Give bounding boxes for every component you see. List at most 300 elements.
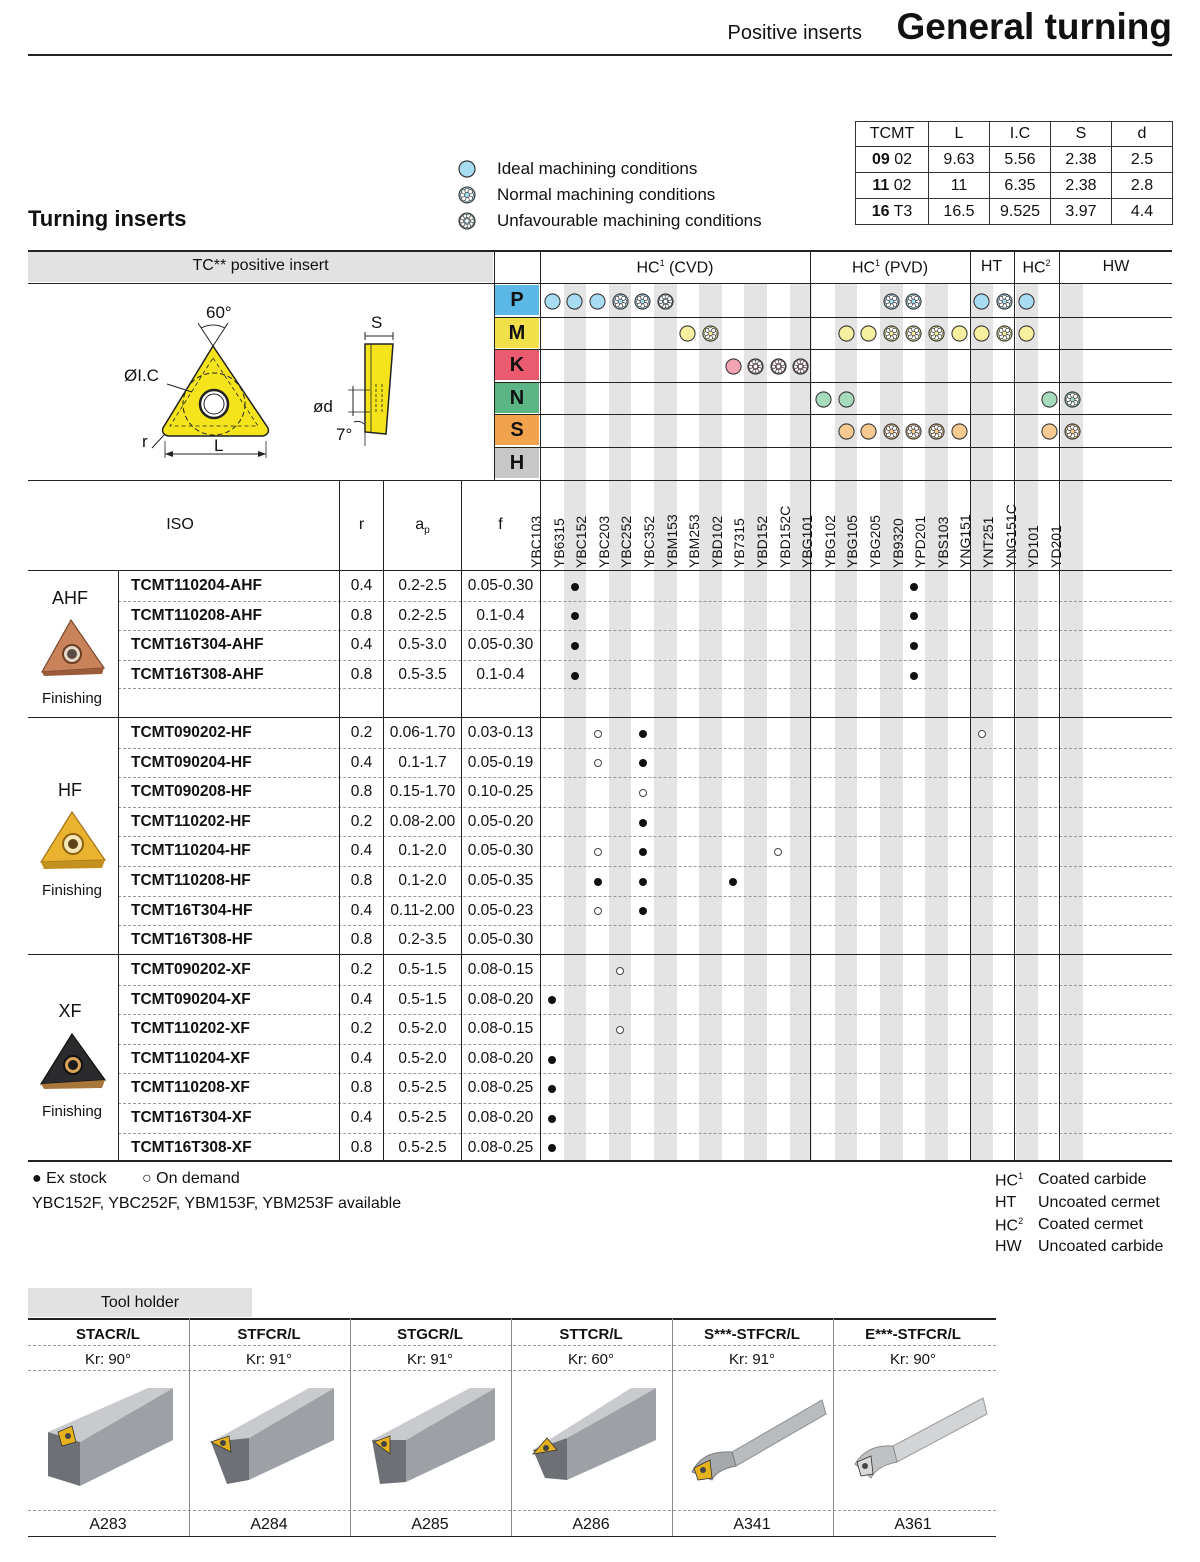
material-k[interactable]: K — [495, 350, 539, 380]
grade-code: YD201 — [1047, 525, 1064, 568]
chipbreaker-use: Finishing — [41, 882, 103, 899]
depth-of-cut: 0.1-1.7 — [398, 753, 447, 771]
condition-ideal-icon — [973, 293, 990, 310]
grade-code: YBD152C — [776, 505, 793, 568]
size-code-bold: 16 — [871, 202, 890, 220]
ic-label: ØI.C — [124, 366, 159, 385]
tool-holder-rule — [28, 1318, 996, 1320]
nose-radius: 0.8 — [350, 1138, 373, 1156]
holder-divider — [672, 1318, 673, 1536]
e-stfcr-boring-bar-image[interactable] — [833, 1380, 993, 1508]
condition-ideal-icon — [860, 325, 877, 342]
ex-stock-mark — [639, 730, 647, 738]
group-sup: 2 — [1045, 258, 1051, 268]
ex-stock-mark — [910, 642, 918, 650]
condition-normal-icon — [905, 423, 922, 440]
size-code-rest: T3 — [889, 202, 913, 220]
feed-rate: 0.05-0.19 — [467, 753, 534, 771]
nose-radius: 0.4 — [350, 636, 373, 654]
table-top-rule — [28, 250, 1172, 252]
iso-header: ISO — [166, 516, 194, 533]
legend-label: Normal machining conditions — [497, 185, 716, 204]
condition-normal-icon — [702, 325, 719, 342]
legend-label: Ideal machining conditions — [497, 159, 698, 178]
condition-normal-icon — [883, 293, 900, 310]
grade-code: YNG151C — [1002, 504, 1019, 568]
ex-stock-mark — [910, 583, 918, 591]
iso-code: TCMT16T308-AHF — [131, 665, 264, 683]
nose-radius: 0.4 — [350, 1109, 373, 1126]
ex-stock-legend — [32, 1170, 107, 1188]
material-row-rule — [494, 447, 1172, 448]
size-code-bold: 09 — [871, 150, 890, 168]
group-divider — [1059, 250, 1060, 1160]
column-rule — [383, 480, 384, 1160]
grade-type-code-text: HC — [995, 1217, 1019, 1235]
iso-code: TCMT110202-XF — [131, 1020, 250, 1038]
grade-type-desc: Uncoated carbide — [1038, 1238, 1164, 1255]
grade-type-code — [995, 1216, 1023, 1235]
holder-kr: Kr: 90° — [84, 1351, 132, 1368]
holder-page-link[interactable]: A284 — [250, 1516, 288, 1533]
group-sup: 1 — [875, 258, 881, 268]
column-header-rule — [28, 480, 1172, 481]
material-p[interactable]: P — [495, 285, 539, 315]
iso-code: TCMT090202-HF — [131, 724, 252, 741]
group-code: HC — [1022, 259, 1046, 277]
holder-page-link[interactable]: A286 — [572, 1516, 610, 1533]
holder-page-link[interactable]: A285 — [411, 1516, 449, 1533]
table-bottom-rule — [28, 1160, 1172, 1162]
insert-header-rule — [28, 283, 494, 284]
condition-unfavourable-icon — [792, 358, 809, 375]
on-demand-mark — [594, 907, 602, 915]
nose-radius: 0.8 — [350, 931, 373, 949]
insert-header: TC** positive insert — [192, 257, 329, 274]
hole-diameter-label: ød — [313, 397, 333, 416]
ex-stock-mark — [910, 672, 918, 680]
chipbreaker-use: Finishing — [41, 1103, 103, 1120]
material-row-rule — [494, 382, 1172, 383]
ap-header — [384, 516, 461, 536]
on-demand-legend — [142, 1170, 240, 1188]
iso-code: TCMT16T308-HF — [131, 931, 253, 949]
legend-label: Unfavourable machining conditions — [497, 211, 762, 230]
table-row[interactable] — [0, 571, 1172, 601]
depth-of-cut: 0.5-2.5 — [398, 1079, 447, 1097]
grade-type-desc: Uncoated cermet — [1038, 1194, 1160, 1211]
condition-normal-icon — [905, 325, 922, 342]
table-row[interactable] — [0, 836, 1172, 866]
normal-icon — [458, 186, 476, 204]
header-cell: TCMT — [856, 122, 929, 147]
feed-rate: 0.08-0.15 — [467, 961, 534, 978]
tool-holder-rule — [28, 1370, 996, 1371]
ex-stock-mark — [594, 878, 602, 886]
depth-of-cut: 0.5-1.5 — [398, 961, 447, 978]
grade-header — [1047, 488, 1083, 568]
grade-code: YB9320 — [889, 518, 906, 568]
table-row — [856, 173, 1173, 199]
condition-ideal-icon — [544, 293, 561, 310]
grade-type-code-text: HW — [995, 1238, 1022, 1255]
group-sup: 1 — [659, 258, 665, 268]
iso-code: TCMT16T304-HF — [131, 901, 253, 919]
nose-radius: 0.8 — [350, 606, 373, 624]
condition-ideal-icon — [679, 325, 696, 342]
table-row[interactable] — [0, 630, 1172, 660]
table-row[interactable] — [0, 601, 1172, 631]
nose-radius: 0.4 — [350, 901, 373, 919]
section-subtitle: Positive inserts — [727, 22, 862, 44]
table-row[interactable] — [0, 985, 1172, 1015]
holder-divider — [833, 1318, 834, 1536]
condition-ideal-icon — [951, 325, 968, 342]
depth-of-cut: 0.5-1.5 — [398, 990, 447, 1008]
grade-code: YB7315 — [731, 518, 748, 568]
cell-l: 16.5 — [929, 199, 990, 225]
cell-d: 4.4 — [1112, 199, 1173, 225]
chipbreaker-name: AHF — [52, 588, 88, 608]
group-ht — [970, 258, 1013, 276]
holder-kr: Kr: 60° — [567, 1351, 615, 1368]
group-suffix: (PVD) — [880, 259, 929, 277]
feed-rate: 0.08-0.15 — [467, 1020, 534, 1038]
size-code — [856, 199, 929, 225]
group-divider — [1014, 250, 1015, 1160]
header-cell: S — [1051, 122, 1112, 147]
feed-rate: 0.05-0.30 — [467, 931, 534, 949]
depth-of-cut: 0.5-2.0 — [398, 1020, 447, 1038]
condition-ideal-icon — [838, 423, 855, 440]
page-title: General turning — [896, 6, 1172, 47]
holder-name: STFCR/L — [237, 1326, 301, 1343]
group-code: HC — [636, 259, 660, 277]
nose-radius: 0.2 — [350, 724, 373, 741]
condition-ideal-icon — [1041, 391, 1058, 408]
ex-stock-mark — [639, 878, 647, 886]
feed-rate: 0.03-0.13 — [467, 724, 534, 741]
table-row[interactable] — [0, 1014, 1172, 1044]
condition-ideal-icon — [566, 293, 583, 310]
iso-code: TCMT110204-AHF — [131, 577, 262, 594]
grade-area-divider — [540, 250, 541, 1160]
depth-of-cut: 0.1-2.0 — [398, 842, 447, 860]
grade-code: YNT251 — [980, 516, 996, 568]
grade-code: YBD102 — [708, 515, 725, 568]
holder-name: STACR/L — [76, 1326, 140, 1343]
ap-symbol: a — [415, 516, 425, 533]
header-cell: d — [1112, 122, 1173, 147]
condition-ideal-icon — [973, 325, 990, 342]
dimension-table — [855, 121, 1173, 225]
section-title: Turning inserts — [28, 206, 187, 231]
table-row — [856, 199, 1173, 225]
table-row[interactable] — [0, 955, 1172, 985]
ex-stock-icon: ● — [32, 1170, 42, 1187]
grade-type-code-text: HT — [995, 1194, 1017, 1211]
iso-code: TCMT090208-HF — [131, 783, 252, 801]
iso-code: TCMT090204-HF — [131, 753, 252, 771]
iso-code: TCMT16T308-XF — [131, 1138, 252, 1156]
table-row[interactable] — [0, 807, 1172, 837]
size-code-rest: 02 — [889, 176, 912, 194]
ex-stock-mark — [571, 642, 579, 650]
condition-normal-icon — [1064, 391, 1081, 408]
iso-code: TCMT110208-HF — [131, 872, 251, 889]
holder-divider — [511, 1318, 512, 1536]
condition-normal-icon — [928, 423, 945, 440]
feed-rate: 0.05-0.30 — [467, 577, 534, 594]
angle-label: 60° — [206, 303, 232, 322]
condition-ideal-icon — [725, 358, 742, 375]
depth-of-cut: 0.2-2.5 — [398, 577, 447, 594]
material-m[interactable]: M — [495, 318, 539, 348]
table-row[interactable] — [0, 866, 1172, 896]
feed-rate: 0.08-0.20 — [467, 1049, 534, 1067]
grade-code: YBC152 — [573, 515, 590, 568]
material-h[interactable]: H — [495, 448, 539, 478]
condition-ideal-icon — [838, 391, 855, 408]
group-rule — [28, 954, 1172, 955]
condition-normal-icon — [1064, 423, 1081, 440]
grade-code: YB6315 — [550, 518, 567, 568]
grade-type-sup: 2 — [1018, 1216, 1024, 1226]
r-header: r — [358, 516, 365, 533]
grade-code: YBG205 — [867, 515, 883, 568]
holder-divider — [189, 1318, 190, 1536]
nose-radius: 0.4 — [350, 842, 373, 860]
grade-type-desc: Coated cermet — [1038, 1216, 1143, 1233]
on-demand-mark — [978, 730, 986, 738]
table-row[interactable] — [0, 777, 1172, 807]
table-row[interactable] — [0, 1073, 1172, 1103]
nose-radius: 0.2 — [350, 961, 373, 978]
ex-stock-mark — [729, 878, 737, 886]
ex-stock-mark — [548, 1056, 556, 1064]
grade-code: YBC352 — [641, 515, 657, 568]
on-demand-mark — [594, 848, 602, 856]
holder-page-link[interactable]: A361 — [894, 1516, 932, 1533]
group-divider — [970, 250, 971, 1160]
thickness-label: S — [371, 313, 383, 332]
nose-radius: 0.4 — [350, 1049, 373, 1067]
iso-code: TCMT16T304-XF — [131, 1109, 252, 1126]
chipbreaker-name: XF — [58, 1001, 82, 1021]
column-rule — [118, 570, 119, 1160]
iso-code: TCMT110208-AHF — [131, 606, 262, 624]
feed-rate: 0.1-0.4 — [476, 665, 525, 683]
nose-radius: 0.4 — [350, 577, 373, 594]
on-demand-mark — [594, 759, 602, 767]
grade-code: YBM153 — [663, 514, 680, 568]
condition-unfavourable-icon — [657, 293, 674, 310]
iso-code: TCMT110204-XF — [131, 1049, 250, 1067]
material-n[interactable]: N — [495, 383, 539, 413]
cell-d: 2.8 — [1112, 173, 1173, 199]
stfcr-holder-image[interactable] — [189, 1380, 349, 1508]
ex-stock-mark — [571, 583, 579, 591]
tool-holder-rule — [28, 1536, 996, 1537]
holder-kr: Kr: 91° — [728, 1351, 776, 1368]
table-row[interactable] — [0, 1044, 1172, 1074]
cell-s: 2.38 — [1051, 173, 1112, 199]
chipbreaker-name: HF — [58, 780, 82, 800]
table-row[interactable] — [0, 660, 1172, 690]
table-row[interactable] — [0, 925, 1172, 955]
condition-ideal-icon — [951, 423, 968, 440]
table-row — [856, 147, 1173, 173]
depth-of-cut: 0.06-1.70 — [389, 724, 456, 741]
condition-ideal-icon — [815, 391, 832, 408]
tool-holder-rule — [28, 1345, 996, 1346]
nose-radius: 0.2 — [350, 1020, 373, 1038]
table-row[interactable] — [0, 1103, 1172, 1133]
holder-kr: Kr: 91° — [245, 1351, 293, 1368]
condition-normal-icon — [883, 325, 900, 342]
holder-name: STTCR/L — [559, 1326, 623, 1343]
holder-kr: Kr: 90° — [889, 1351, 937, 1368]
grade-code: YBG105 — [844, 515, 861, 568]
size-code-bold: 11 — [872, 176, 890, 194]
condition-ideal-icon — [838, 325, 855, 342]
holder-page-link[interactable]: A283 — [89, 1516, 127, 1533]
ex-stock-mark — [639, 819, 647, 827]
stacr-holder-image[interactable] — [28, 1380, 188, 1508]
grade-code: YNG151 — [957, 514, 974, 568]
feed-rate: 0.08-0.20 — [467, 1109, 534, 1126]
on-demand-mark — [639, 789, 647, 797]
feed-rate: 0.05-0.20 — [467, 812, 534, 830]
condition-normal-icon — [612, 293, 629, 310]
grade-type-sup: 1 — [1018, 1171, 1024, 1181]
size-code — [856, 147, 929, 173]
tool-holder-title: Tool holder — [100, 1294, 180, 1311]
s-stfcr-boring-bar-image[interactable] — [672, 1380, 832, 1508]
table-row[interactable] — [0, 748, 1172, 778]
table-row[interactable] — [0, 1133, 1172, 1163]
f-header: f — [498, 516, 503, 533]
condition-normal-icon — [905, 293, 922, 310]
grade-code: YBG102 — [821, 515, 838, 568]
condition-normal-icon — [996, 325, 1013, 342]
on-demand-mark — [594, 730, 602, 738]
depth-of-cut: 0.1-2.0 — [398, 872, 447, 889]
ideal-icon — [458, 160, 476, 178]
grade-code: YBS103 — [934, 516, 951, 568]
relief-angle-label: 7° — [336, 425, 353, 444]
size-code — [856, 173, 929, 199]
group-code: HT — [980, 258, 1003, 275]
cell-l: 9.63 — [929, 147, 990, 173]
feed-rate: 0.08-0.25 — [467, 1079, 534, 1097]
group-divider — [810, 250, 811, 1160]
sttcr-holder-image[interactable] — [511, 1380, 671, 1508]
iso-code: TCMT090204-XF — [131, 990, 251, 1008]
group-hc-pvd — [811, 258, 969, 277]
group-hc2 — [1015, 258, 1058, 277]
feed-rate: 0.1-0.4 — [476, 606, 525, 624]
holder-page-link[interactable]: A341 — [733, 1516, 771, 1533]
cell-d: 2.5 — [1112, 147, 1173, 173]
grade-code: YBC252 — [618, 515, 635, 568]
depth-of-cut: 0.5-2.5 — [398, 1109, 447, 1126]
tool-holder-rule — [28, 1510, 996, 1511]
condition-unfavourable-icon — [770, 358, 787, 375]
table-row[interactable] — [0, 896, 1172, 926]
nose-radius: 0.8 — [350, 1079, 373, 1097]
holder-divider — [350, 1318, 351, 1536]
cell-ic: 9.525 — [990, 199, 1051, 225]
condition-normal-icon — [928, 325, 945, 342]
group-rule — [28, 717, 1172, 718]
stgcr-holder-image[interactable] — [350, 1380, 510, 1508]
group-code: HW — [1102, 258, 1130, 275]
length-label: L — [214, 436, 224, 455]
depth-of-cut: 0.2-2.5 — [398, 606, 447, 624]
condition-ideal-icon — [589, 293, 606, 310]
feed-rate: 0.08-0.20 — [467, 990, 534, 1008]
group-header-rule — [494, 283, 1172, 284]
condition-ideal-icon — [1018, 325, 1035, 342]
feed-rate: 0.05-0.30 — [467, 636, 534, 654]
cell-ic: 5.56 — [990, 147, 1051, 173]
grade-type-code-text: HC — [995, 1172, 1019, 1190]
header-cell: I.C — [990, 122, 1051, 147]
material-row-rule — [494, 414, 1172, 415]
grade-code: YBM253 — [686, 514, 703, 568]
cell-s: 3.97 — [1051, 199, 1112, 225]
grade-type-code — [995, 1171, 1023, 1190]
header-cell: L — [929, 122, 990, 147]
depth-of-cut: 0.5-3.0 — [398, 636, 447, 654]
ex-stock-label: Ex stock — [46, 1170, 107, 1187]
on-demand-mark — [616, 967, 624, 975]
depth-of-cut: 0.2-3.5 — [398, 931, 447, 949]
depth-of-cut: 0.15-1.70 — [389, 783, 456, 801]
cell-ic: 6.35 — [990, 173, 1051, 199]
feed-rate: 0.10-0.25 — [467, 783, 534, 801]
cell-l: 11 — [929, 173, 990, 199]
material-s[interactable]: S — [495, 415, 539, 445]
ex-stock-mark — [639, 848, 647, 856]
depth-of-cut: 0.5-2.0 — [398, 1049, 447, 1067]
nose-radius: 0.8 — [350, 872, 373, 889]
dimension-table-header — [856, 122, 1173, 147]
material-row-rule — [494, 317, 1172, 318]
unfavourable-icon — [458, 212, 476, 230]
data-top-rule — [28, 570, 1172, 571]
holder-name: S***-STFCR/L — [704, 1326, 800, 1343]
nose-radius: 0.8 — [350, 783, 373, 801]
diagram-divider — [494, 250, 495, 480]
condition-normal-icon — [634, 293, 651, 310]
feed-rate: 0.08-0.25 — [467, 1138, 534, 1156]
iso-code: TCMT110208-XF — [131, 1079, 250, 1097]
grade-code: YBD152 — [754, 515, 770, 568]
grade-code: YPD201 — [912, 515, 929, 568]
grade-type-code — [995, 1238, 1022, 1256]
iso-code: TCMT110202-HF — [131, 812, 251, 830]
ex-stock-mark — [571, 672, 579, 680]
grade-type-desc: Coated carbide — [1038, 1171, 1147, 1188]
depth-of-cut: 0.5-3.5 — [398, 665, 447, 683]
condition-normal-icon — [996, 293, 1013, 310]
cell-s: 2.38 — [1051, 147, 1112, 173]
grade-code: YBC103 — [528, 515, 544, 568]
table-row[interactable] — [0, 718, 1172, 748]
iso-code: TCMT090202-XF — [131, 961, 251, 978]
